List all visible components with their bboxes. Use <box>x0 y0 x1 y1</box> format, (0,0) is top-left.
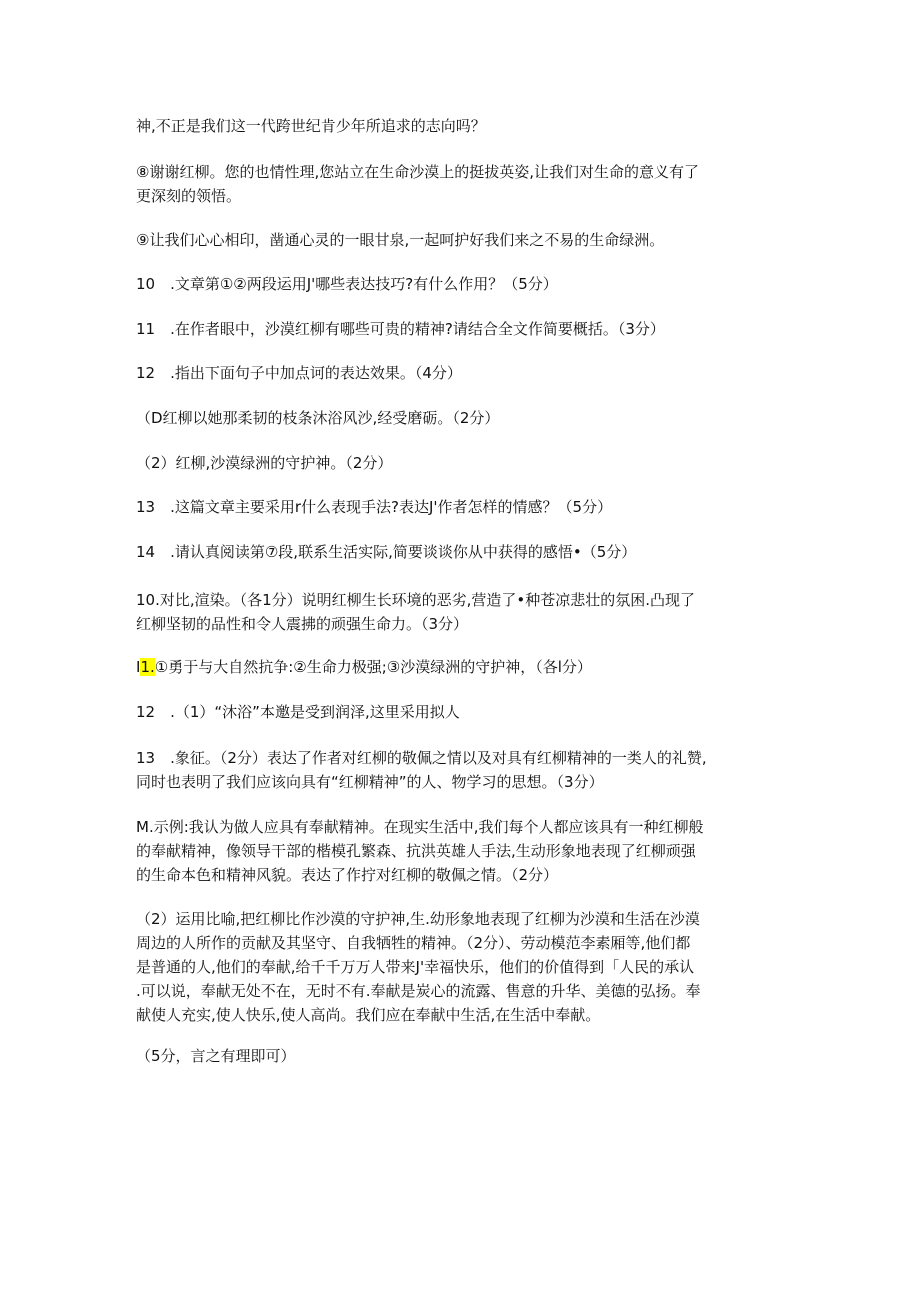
highlighted-number: 1. <box>140 658 155 676</box>
question-12-part-1 <box>136 406 796 430</box>
answer-10 <box>136 588 796 636</box>
answer-11-prefix: I <box>136 658 141 676</box>
text-line: ⑨让我们心心相印，凿通心灵的一眼甘泉,一起呵护好我们来之不易的生命绿洲。 <box>136 231 665 249</box>
text-line: 周边的人所作的贡献及其坚守、自我牺牲的精神。（2分）、劳动模范李素厢等,他们都 <box>136 934 691 952</box>
question-10 <box>136 272 796 296</box>
paragraph-intro-continuation <box>136 114 796 138</box>
text-line <box>136 655 796 679</box>
text-line: 的奉献精神，像领导干部的楷模孔繁森、抗洪英雄人手法,生动形象地表现了红柳顽强 <box>136 842 696 860</box>
paragraph-9 <box>136 228 796 252</box>
text-line: （5分，言之有理即可） <box>136 1047 296 1065</box>
answer-14 <box>136 815 796 887</box>
answer-13 <box>136 746 796 794</box>
text-line: （D红柳以她那柔韧的枝条沐浴风沙,经受磨砺。（2分） <box>136 409 500 427</box>
text-line: 同时也表明了我们应该向具有“红柳精神”的人、物学习的思想。（3分） <box>136 773 604 791</box>
text-line: 10 .文章第①②两段运用J'哪些表达技巧?有什么作用？（5分） <box>136 275 558 293</box>
text-line: 14 .请认真阅读第⑦段,联系生活实际,简要谈谈你从中获得的感悟•（5分） <box>136 543 637 561</box>
text-line: 12 .（1）“沐浴”本邀是受到润泽,这里采用拟人 <box>136 703 460 721</box>
scoring-note <box>136 1044 796 1068</box>
text-line: 更深刻的领悟。 <box>136 187 242 205</box>
question-12 <box>136 361 796 385</box>
text-line: 12 .指出下面句子中加点诃的表达效果。（4分） <box>136 364 462 382</box>
text-line: （2）红柳,沙漠绿洲的守护神。（2分） <box>136 454 393 472</box>
text-line: 13 .象征。（2分）表达了作者对红柳的敬佩之情以及对具有红柳精神的一类人的礼赞, <box>136 749 707 767</box>
text-line: 的生命本色和精神风貌。表达了作拧对红柳的敬佩之情。（2分） <box>136 866 559 884</box>
text-line: 是普通的人,他们的奉献,给千千万万人带来J'幸福快乐，他们的价值得到「人民的承认 <box>136 958 695 976</box>
text-line: M.示例:我认为做人应具有奉献精神。在现实生活中,我们每个人都应该具有一种红柳般 <box>136 818 704 836</box>
text-line: 11 .在作者眼中，沙漠红柳有哪些可贵的精神?请结合全文作简要概括。（3分） <box>136 320 665 338</box>
text-line: （2）运用比喻,把红柳比作沙漠的守护神,生.幼形象地表现了红柳为沙漠和生活在沙漠 <box>136 910 700 928</box>
paragraph-8 <box>136 160 796 208</box>
text-line: 神,不正是我们这一代跨世纪肯少年所追求的志向吗？ <box>136 117 486 135</box>
answer-11 <box>136 655 796 679</box>
text-line: 红柳坚韧的品性和令人震拂的顽强生命力。（3分） <box>136 615 469 633</box>
text-line: 10.对比,渲染。（各1分）说明红柳生长环境的恶劣,营造了•种苍凉悲壮的氛困.凸现了 <box>136 591 696 609</box>
answer-11-text: ①勇于与大自然抗争:②生命力极强;③沙漠绿洲的守护神，（各l分） <box>154 658 592 676</box>
text-line: .可以说，奉献无处不在，无时不有.奉献是炭心的流露、售意的升华、美德的弘扬。奉 <box>136 982 701 1000</box>
text-line: 献使人充实,使人快乐,使人高尚。我们应在奉献中生活,在生活中奉献。 <box>136 1006 601 1024</box>
question-11 <box>136 317 796 341</box>
text-line: 13 .这篇文章主要采用r什么表现手法?表达J'作者怎样的情感？（5分） <box>136 498 613 516</box>
answer-12 <box>136 700 796 724</box>
question-13 <box>136 495 796 519</box>
text-line: ⑧谢谢红柳。您的也情性理,您站立在生命沙漠上的挺拔英姿,让我们对生命的意义有了 <box>136 163 699 181</box>
question-14 <box>136 540 796 564</box>
question-12-part-2 <box>136 451 796 475</box>
answer-14-part-2 <box>136 907 796 1027</box>
